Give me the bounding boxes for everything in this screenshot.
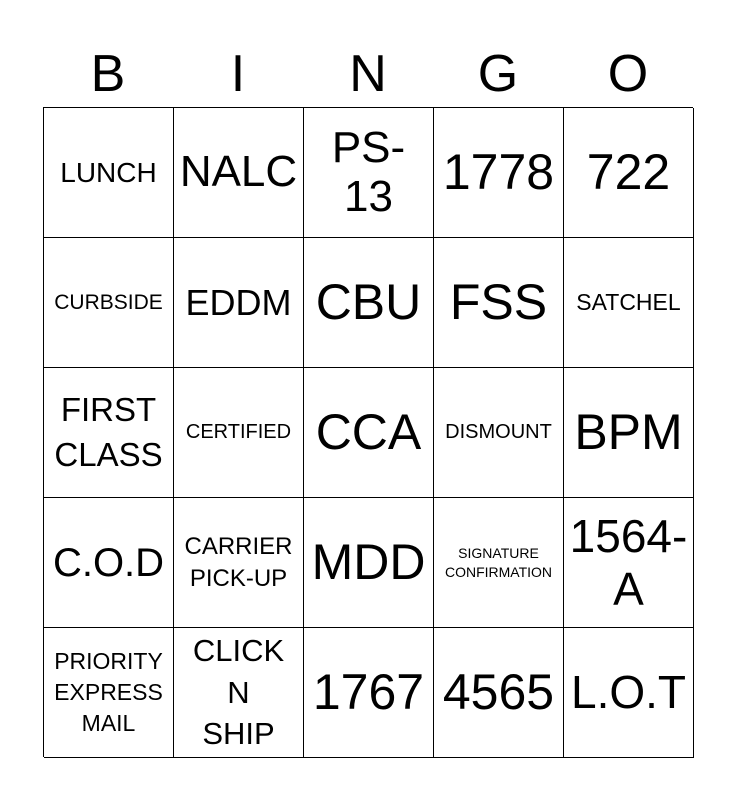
header-letter-i: I xyxy=(230,45,246,103)
bingo-cell[interactable]: SIGNATURE CONFIRMATION xyxy=(434,498,564,628)
bingo-cell[interactable]: PS- 13 xyxy=(304,108,434,238)
bingo-cell[interactable]: 1564- A xyxy=(564,498,694,628)
bingo-cell[interactable]: SATCHEL xyxy=(564,238,694,368)
bingo-cell[interactable]: 722 xyxy=(564,108,694,238)
bingo-cell[interactable]: NALC xyxy=(174,108,304,238)
bingo-cell[interactable]: 1778 xyxy=(434,108,564,238)
header-letter-o: O xyxy=(607,45,649,103)
bingo-board xyxy=(43,107,693,757)
bingo-cell[interactable]: 1767 xyxy=(304,628,434,758)
bingo-cell[interactable]: C.O.D xyxy=(44,498,174,628)
bingo-cell[interactable]: CURBSIDE xyxy=(44,238,174,368)
bingo-cell[interactable]: FSS xyxy=(434,238,564,368)
bingo-cell[interactable]: CLICK N SHIP xyxy=(174,628,304,758)
bingo-cell[interactable]: DISMOUNT xyxy=(434,368,564,498)
bingo-cell[interactable]: EDDM xyxy=(174,238,304,368)
bingo-cell[interactable]: MDD xyxy=(304,498,434,628)
bingo-cell[interactable]: FIRST CLASS xyxy=(44,368,174,498)
bingo-cell[interactable]: CERTIFIED xyxy=(174,368,304,498)
bingo-cell[interactable]: PRIORITY EXPRESS MAIL xyxy=(44,628,174,758)
header-letter-b: B xyxy=(90,45,126,103)
bingo-cell[interactable]: LUNCH xyxy=(44,108,174,238)
bingo-header xyxy=(43,40,693,108)
bingo-cell[interactable]: L.O.T xyxy=(564,628,694,758)
header-letter-n: N xyxy=(349,45,387,103)
bingo-cell[interactable]: CARRIER PICK-UP xyxy=(174,498,304,628)
bingo-cell[interactable]: CCA xyxy=(304,368,434,498)
bingo-cell[interactable]: CBU xyxy=(304,238,434,368)
bingo-cell[interactable]: 4565 xyxy=(434,628,564,758)
bingo-cell[interactable]: BPM xyxy=(564,368,694,498)
header-letter-g: G xyxy=(477,45,519,103)
